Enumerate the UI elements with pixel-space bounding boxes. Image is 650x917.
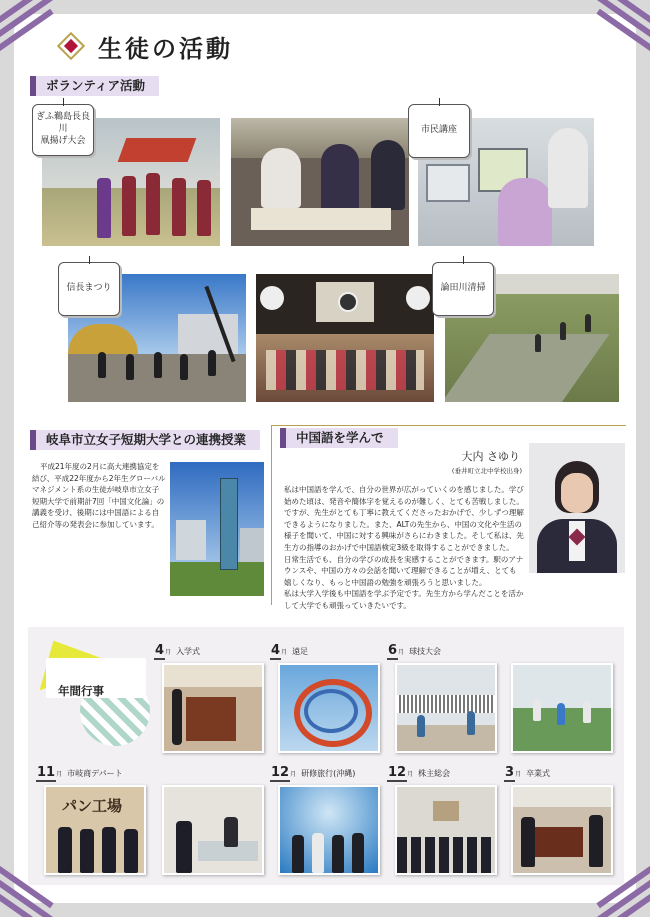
university-heading: 岐阜市立女子短期大学との連携授業	[36, 430, 260, 450]
section-top-rule	[271, 425, 626, 426]
event-photo-department-store-2	[162, 785, 264, 875]
event-enrollment-label: 4 月 入学式	[155, 643, 201, 658]
event-study-trip-label: 12 月 研修旅行(沖縄)	[271, 765, 356, 780]
event-photo-department-store-1	[44, 785, 146, 875]
student-name: 大内 さゆり	[461, 450, 520, 463]
section-divider-line	[271, 425, 272, 605]
event-photo-study-trip	[278, 785, 380, 875]
event-ballgame-label: 6 月 球技大会	[388, 643, 442, 658]
tag-river-cleanup: 論田川清掃	[432, 262, 494, 316]
page-header	[58, 28, 233, 64]
event-department-store-label: 11 月 市岐商デパート	[37, 765, 123, 780]
university-body: 平成21年度の2月に高大連携協定を結び、平成22年度から2年生グローバルマネジメント系の生徒が岐阜市立女子短期大学で前期計7回「中国文化論」の講義を受け、後期には中国語による自己紹介等の発表会に参加しています。	[32, 462, 166, 529]
chinese-heading: 中国語を学んで	[286, 428, 398, 448]
volunteer-heading: ボランティア活動	[36, 76, 159, 96]
tag-kite-festival: ぎふ鵜島長良川 凧揚げ大会	[32, 104, 94, 156]
diamond-emblem-icon	[58, 33, 84, 59]
event-excursion-label: 4 月 遠足	[271, 643, 309, 658]
event-photo-graduation	[511, 785, 613, 875]
corner-stripes-top-right	[590, 0, 650, 60]
annual-heading: 年間行事	[58, 684, 104, 698]
event-photo-ballgame-soccer	[511, 663, 613, 753]
bakery-sign-text: パン工場	[62, 797, 123, 815]
tag-nobunaga-festival: 信長まつり	[58, 262, 120, 316]
photo-ceremony-stage	[256, 274, 434, 402]
event-photo-enrollment	[162, 663, 264, 753]
tag-citizen-lecture: 市民講座	[408, 104, 470, 158]
page-title: 生徒の活動	[98, 34, 233, 63]
photo-student-portrait	[529, 443, 625, 573]
event-photo-shareholders	[395, 785, 497, 875]
corner-stripes-top-left	[0, 0, 60, 60]
event-shareholders-label: 12 月 株主総会	[388, 765, 451, 780]
event-graduation-label: 3 月 卒業式	[505, 765, 551, 780]
event-photo-ballgame-volleyball	[395, 663, 497, 753]
student-school: (垂井町立北中学校出身)	[451, 467, 522, 475]
photo-university-building	[170, 462, 264, 596]
chinese-body: 私は中国語を学んで、自分の世界が広がっていくのを感じました。学び始めた頃は、発音や簡体字を覚えるのが難しく、とても苦戦しました。ですが、先生がとても丁寧に教えてくださったおかげで、少しずつ理解できるようになりました。また、ALTの先生から、中国の文化や生活の様子を聞いて、中国に対する興味がさらにわきました。そして私は、先生方の指導のおかげで中国語検定3級を取得することができました。 日常生活でも、自分の学びの成長を実感することができます。駅のアナウンスや、中国の方々の会話を聞いて理解できることが増え、とても嬉しくなり、もっと中国語の勉強を頑張ろうと思いました。 私は大学入学後も中国語を学ぶ予定です。先生方から学んだことを活かして大学でも頑張っていきたいです。	[284, 485, 524, 610]
photo-volunteer-craft	[231, 118, 409, 246]
event-photo-excursion	[278, 663, 380, 753]
